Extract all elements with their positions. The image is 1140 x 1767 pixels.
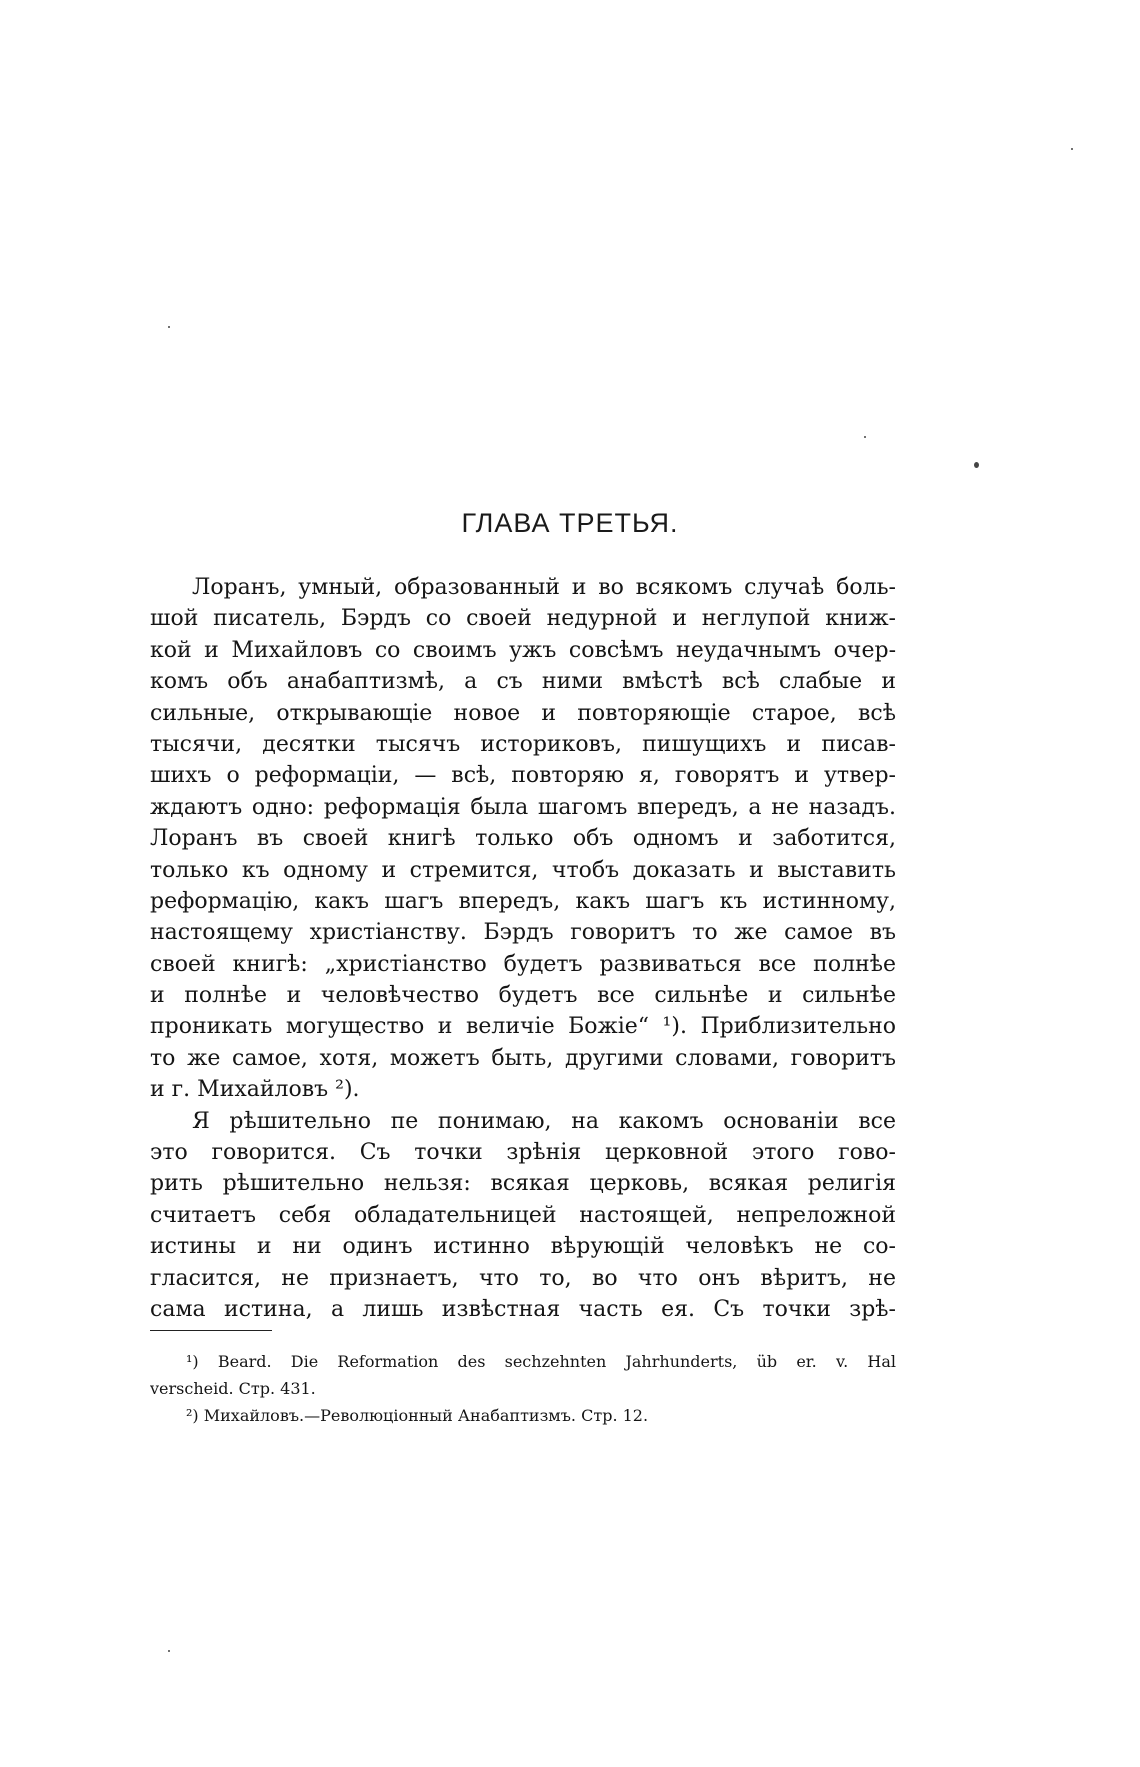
paragraph-1 [150,572,896,1106]
main-text [150,572,896,1325]
text-line: Я рѣшительно пе понимаю, на какомъ основаніи все [192,1108,896,1134]
text-line: сильные, открывающіе новое и повторяющіе старое, всѣ [150,700,896,726]
scan-speck [864,436,866,438]
text-line: рить рѣшительно нельзя: всякая церковь, всякая религія [150,1171,896,1197]
text-line: тысячи, десятки тысячъ историковъ, пишущихъ и писав- [150,731,896,757]
text-line: настоящему христіанству. Бэрдъ говоритъ то же самое въ [150,920,896,946]
text-line: считаетъ себя обладательницей настоящей, непреложной [150,1202,896,1228]
scan-speck [168,326,170,328]
text-line: гласится, не признаетъ, что то, во что онъ вѣритъ, не [150,1265,896,1291]
text-line: комъ объ анабаптизмѣ, а съ ними вмѣстѣ всѣ слабые и [150,669,896,695]
chapter-title: ГЛАВА ТРЕТЬЯ. [461,508,679,538]
text-line: проникать могущество и величіе Божіе“ ¹). Приблизительно [150,1014,896,1040]
scan-speck [168,1650,170,1652]
text-line: то же самое, хотя, можетъ быть, другими словами, говоритъ [150,1045,896,1071]
text-line: своей книгѣ: „христіанство будетъ развиваться все полнѣе [150,951,896,977]
text-line: и г. Михайловъ ²). [150,1077,360,1103]
text-line: и полнѣе и человѣчество будетъ все сильнѣе и сильнѣе [150,983,896,1009]
text-line: сама истина, а лишь извѣстная часть ея. Съ точки зрѣ- [150,1296,896,1322]
scan-speck [974,462,979,468]
footnotes [150,1348,896,1429]
text-line: реформацію, какъ шагъ впередъ, какъ шагъ къ истинному, [150,888,896,914]
footnote-line: verscheid. Стр. 431. [150,1379,316,1398]
text-line: это говорится. Съ точки зрѣнія церковной этого гово- [150,1140,896,1166]
footnote-divider [150,1330,272,1331]
footnote-1 [150,1348,896,1402]
text-line: кой и Михайловъ со своимъ ужъ совсѣмъ неудачнымъ очер- [150,637,896,663]
scan-speck [1071,148,1073,150]
text-line: ждаютъ одно: реформація была шагомъ впередъ, а не назадъ. [150,794,896,820]
footnote-line: ¹) Beard. Die Reformation des sechzehnten Jahrhunderts, üb er. v. Hal [186,1352,896,1371]
footnote-2 [150,1402,896,1429]
text-line: Лоранъ въ своей книгѣ только объ одномъ и заботится, [150,826,896,852]
paragraph-2 [150,1106,896,1326]
footnote-line: ²) Михайловъ.—Революціонный Анабаптизмъ. Стр. 12. [186,1406,649,1425]
text-line: только къ одному и стремится, чтобъ доказать и выставить [150,857,896,883]
text-line: Лоранъ, умный, образованный и во всякомъ случаѣ боль- [192,575,896,600]
text-line: шихъ о реформаціи, — всѣ, повторяю я, говорятъ и утвер- [150,763,896,789]
text-line: истины и ни одинъ истинно вѣрующій человѣкъ не со- [150,1234,896,1260]
text-line: шой писатель, Бэрдъ со своей недурной и неглупой книж- [150,606,896,632]
